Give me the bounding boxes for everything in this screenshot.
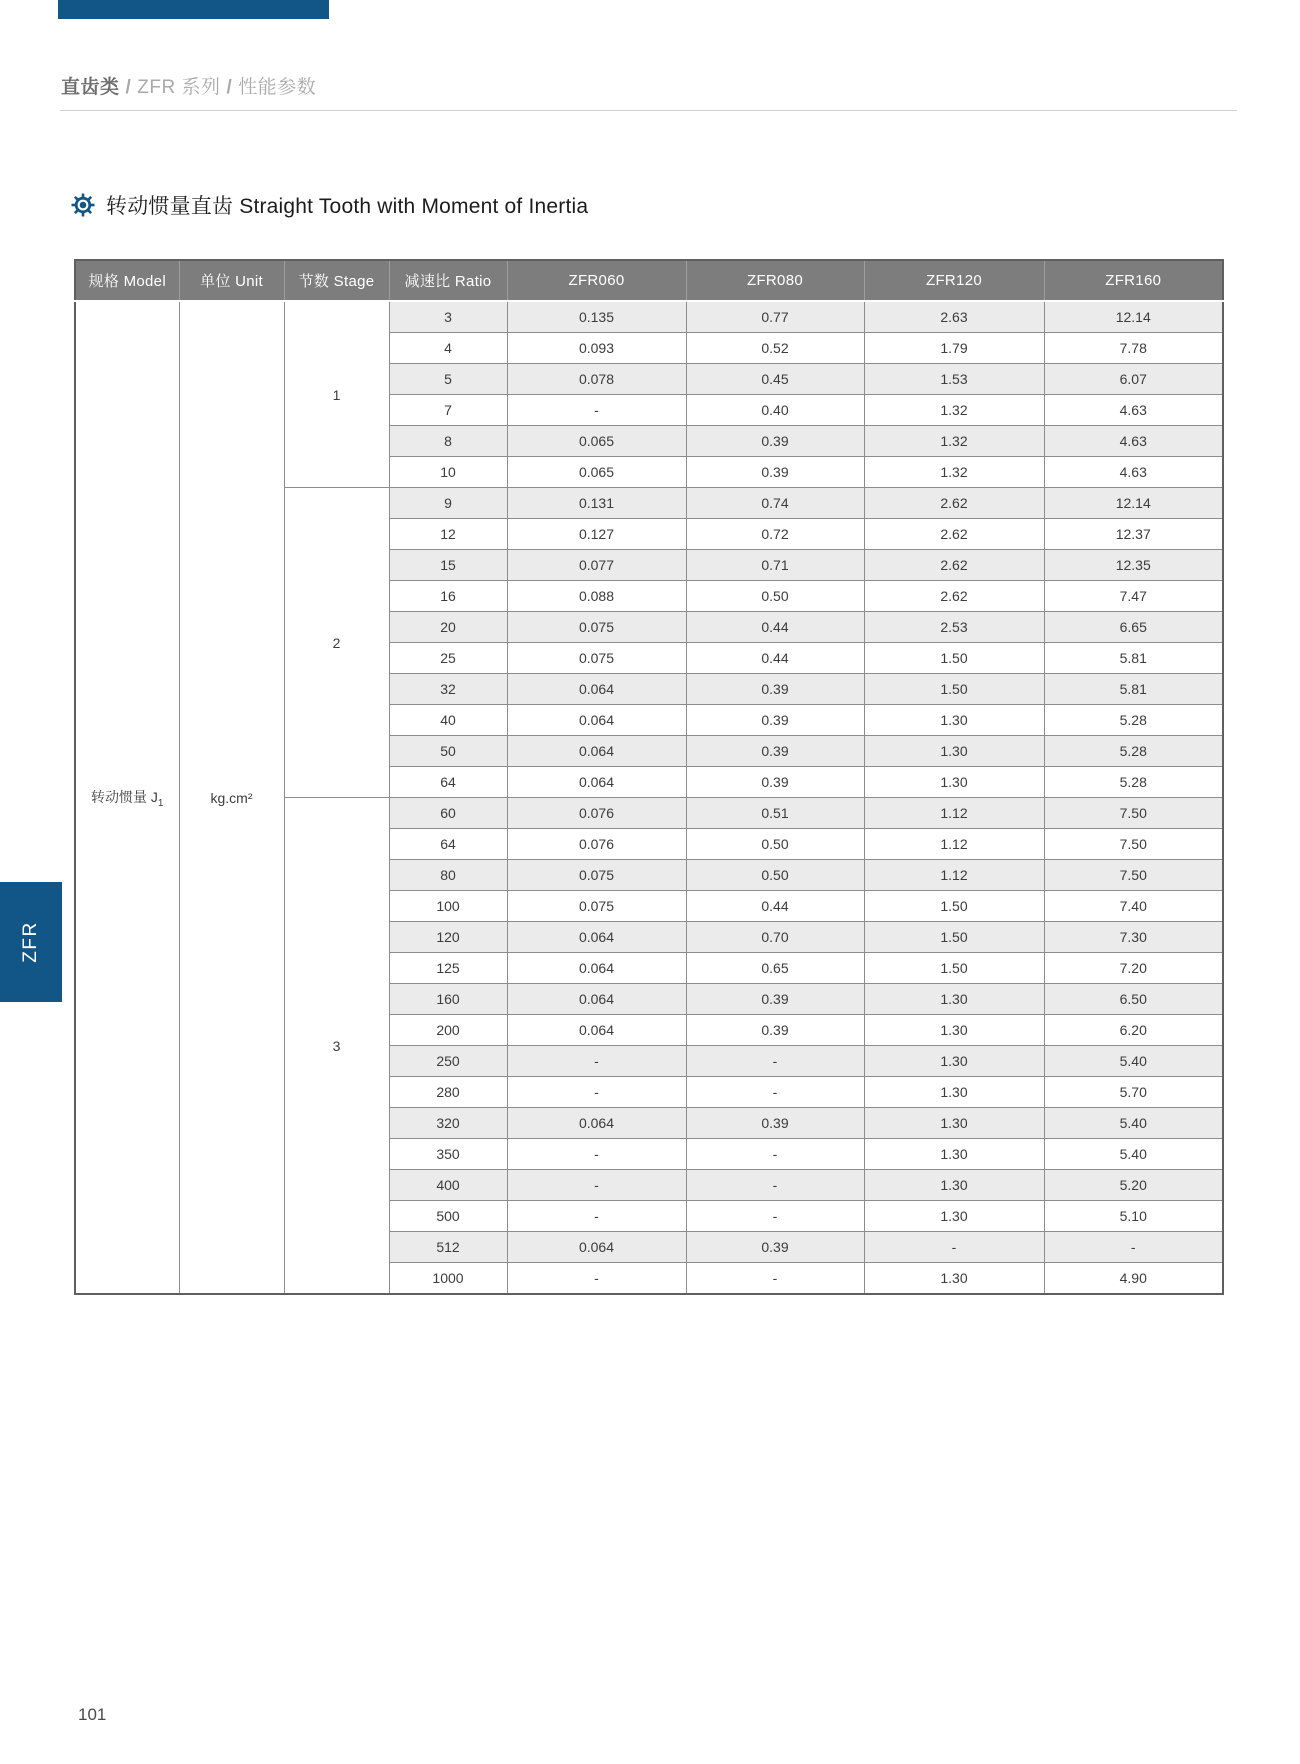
value-cell: 5.10 — [1044, 1201, 1223, 1232]
page-title: 转动惯量直齿 Straight Tooth with Moment of Inertia — [106, 195, 589, 218]
value-cell: 7.50 — [1044, 829, 1223, 860]
value-cell: 0.064 — [507, 674, 686, 705]
value-cell: 1.53 — [864, 364, 1044, 395]
ratio-cell: 15 — [389, 550, 507, 581]
ratio-cell: 280 — [389, 1077, 507, 1108]
ratio-cell: 200 — [389, 1015, 507, 1046]
value-cell: 0.45 — [686, 364, 864, 395]
value-cell: 2.63 — [864, 301, 1044, 333]
value-cell: 0.077 — [507, 550, 686, 581]
ratio-cell: 12 — [389, 519, 507, 550]
value-cell: 0.40 — [686, 395, 864, 426]
ratio-cell: 512 — [389, 1232, 507, 1263]
ratio-cell: 5 — [389, 364, 507, 395]
value-cell: 0.51 — [686, 798, 864, 829]
value-cell: 2.62 — [864, 550, 1044, 581]
value-cell: 0.50 — [686, 860, 864, 891]
page-number: 101 — [78, 1705, 107, 1724]
top-accent-bar — [58, 0, 329, 19]
value-cell: 1.30 — [864, 984, 1044, 1015]
value-cell: 0.093 — [507, 333, 686, 364]
value-cell: 5.40 — [1044, 1139, 1223, 1170]
column-header-8: ZFR160 — [1044, 260, 1223, 301]
stage-cell-2: 2 — [284, 488, 389, 798]
value-cell: - — [686, 1263, 864, 1295]
ratio-cell: 60 — [389, 798, 507, 829]
value-cell: 7.30 — [1044, 922, 1223, 953]
value-cell: 0.70 — [686, 922, 864, 953]
stage-cell-3: 3 — [284, 798, 389, 1295]
column-header-6: ZFR080 — [686, 260, 864, 301]
value-cell: 0.44 — [686, 612, 864, 643]
value-cell: 0.078 — [507, 364, 686, 395]
table-header-row — [75, 260, 1223, 301]
inertia-table — [74, 259, 1224, 1295]
value-cell: 1.30 — [864, 1077, 1044, 1108]
value-cell: 5.40 — [1044, 1046, 1223, 1077]
value-cell: 0.064 — [507, 984, 686, 1015]
ratio-cell: 250 — [389, 1046, 507, 1077]
ratio-cell: 3 — [389, 301, 507, 333]
ratio-cell: 500 — [389, 1201, 507, 1232]
ratio-cell: 100 — [389, 891, 507, 922]
ratio-cell: 40 — [389, 705, 507, 736]
column-header-5: ZFR060 — [507, 260, 686, 301]
value-cell: 0.39 — [686, 984, 864, 1015]
column-header-2: 单位 Unit — [179, 260, 284, 301]
value-cell: 0.075 — [507, 612, 686, 643]
value-cell: 1.30 — [864, 1170, 1044, 1201]
value-cell: 1.12 — [864, 860, 1044, 891]
value-cell: 6.07 — [1044, 364, 1223, 395]
value-cell: 0.075 — [507, 860, 686, 891]
value-cell: 0.064 — [507, 1015, 686, 1046]
value-cell: 0.064 — [507, 767, 686, 798]
value-cell: 0.71 — [686, 550, 864, 581]
value-cell: - — [507, 395, 686, 426]
breadcrumb — [61, 72, 316, 99]
value-cell: 5.81 — [1044, 643, 1223, 674]
value-cell: - — [507, 1139, 686, 1170]
value-cell: 1.30 — [864, 767, 1044, 798]
value-cell: 0.39 — [686, 457, 864, 488]
value-cell: 0.39 — [686, 736, 864, 767]
value-cell: 1.32 — [864, 426, 1044, 457]
ratio-cell: 350 — [389, 1139, 507, 1170]
value-cell: 1.50 — [864, 953, 1044, 984]
ratio-cell: 125 — [389, 953, 507, 984]
value-cell: 0.064 — [507, 922, 686, 953]
side-tab-label: ZFR — [20, 921, 41, 963]
ratio-cell: 8 — [389, 426, 507, 457]
value-cell: 1.30 — [864, 1046, 1044, 1077]
value-cell: - — [507, 1046, 686, 1077]
value-cell: 6.65 — [1044, 612, 1223, 643]
value-cell: 0.065 — [507, 457, 686, 488]
value-cell: 7.50 — [1044, 860, 1223, 891]
value-cell: 0.44 — [686, 643, 864, 674]
value-cell: 0.064 — [507, 736, 686, 767]
value-cell: - — [686, 1201, 864, 1232]
value-cell: 1.32 — [864, 395, 1044, 426]
value-cell: 0.39 — [686, 767, 864, 798]
value-cell: 0.065 — [507, 426, 686, 457]
value-cell: 0.77 — [686, 301, 864, 333]
model-cell: 转动惯量 $J_1$ — [75, 301, 179, 1294]
breadcrumb-separator: / — [226, 77, 233, 98]
value-cell: 0.39 — [686, 1015, 864, 1046]
value-cell: 0.50 — [686, 829, 864, 860]
value-cell: - — [686, 1170, 864, 1201]
value-cell: 0.39 — [686, 1108, 864, 1139]
value-cell: 6.20 — [1044, 1015, 1223, 1046]
value-cell: 1.30 — [864, 1139, 1044, 1170]
value-cell: 12.14 — [1044, 301, 1223, 333]
ratio-cell: 64 — [389, 767, 507, 798]
ratio-cell: 16 — [389, 581, 507, 612]
value-cell: 7.20 — [1044, 953, 1223, 984]
value-cell: 2.62 — [864, 519, 1044, 550]
ratio-cell: 4 — [389, 333, 507, 364]
value-cell: 1.30 — [864, 736, 1044, 767]
breadcrumb-separator: / — [125, 77, 132, 98]
value-cell: 5.20 — [1044, 1170, 1223, 1201]
value-cell: 4.63 — [1044, 426, 1223, 457]
table-row — [75, 301, 1223, 333]
value-cell: - — [686, 1139, 864, 1170]
ratio-cell: 50 — [389, 736, 507, 767]
value-cell: 0.064 — [507, 953, 686, 984]
value-cell: 0.39 — [686, 1232, 864, 1263]
value-cell: 5.81 — [1044, 674, 1223, 705]
value-cell: 7.78 — [1044, 333, 1223, 364]
value-cell: 2.53 — [864, 612, 1044, 643]
value-cell: 6.50 — [1044, 984, 1223, 1015]
breadcrumb-category: 直齿类 — [61, 77, 120, 98]
value-cell: 2.62 — [864, 488, 1044, 519]
value-cell: - — [507, 1263, 686, 1295]
value-cell: 0.39 — [686, 705, 864, 736]
value-cell: 0.131 — [507, 488, 686, 519]
value-cell: 0.74 — [686, 488, 864, 519]
value-cell: 1.50 — [864, 674, 1044, 705]
stage-cell-1: 1 — [284, 301, 389, 488]
value-cell: 1.30 — [864, 1015, 1044, 1046]
value-cell: 1.50 — [864, 643, 1044, 674]
value-cell: 0.39 — [686, 674, 864, 705]
value-cell: 12.37 — [1044, 519, 1223, 550]
value-cell: 1.30 — [864, 1263, 1044, 1295]
ratio-cell: 32 — [389, 674, 507, 705]
value-cell: 1.79 — [864, 333, 1044, 364]
ratio-cell: 64 — [389, 829, 507, 860]
ratio-cell: 10 — [389, 457, 507, 488]
column-header-4: 减速比 Ratio — [389, 260, 507, 301]
value-cell: 0.076 — [507, 798, 686, 829]
value-cell: 7.40 — [1044, 891, 1223, 922]
section-title — [71, 190, 588, 220]
ratio-cell: 1000 — [389, 1263, 507, 1295]
value-cell: 12.35 — [1044, 550, 1223, 581]
breadcrumb-section: 性能参数 — [238, 77, 317, 98]
value-cell: 1.50 — [864, 891, 1044, 922]
value-cell: 5.28 — [1044, 705, 1223, 736]
value-cell: 0.135 — [507, 301, 686, 333]
value-cell: - — [507, 1170, 686, 1201]
value-cell: 5.28 — [1044, 767, 1223, 798]
value-cell: 1.30 — [864, 1201, 1044, 1232]
value-cell: 0.075 — [507, 643, 686, 674]
value-cell: 4.63 — [1044, 395, 1223, 426]
value-cell: 1.32 — [864, 457, 1044, 488]
value-cell: 0.72 — [686, 519, 864, 550]
unit-cell: kg.cm² — [179, 301, 284, 1294]
value-cell: 0.127 — [507, 519, 686, 550]
value-cell: 0.064 — [507, 1232, 686, 1263]
value-cell: - — [507, 1201, 686, 1232]
value-cell: 0.075 — [507, 891, 686, 922]
value-cell: 1.30 — [864, 1108, 1044, 1139]
value-cell: - — [686, 1077, 864, 1108]
ratio-cell: 400 — [389, 1170, 507, 1201]
value-cell: - — [507, 1077, 686, 1108]
value-cell: 4.90 — [1044, 1263, 1223, 1295]
side-tab-zfr — [0, 882, 62, 1002]
value-cell: 0.064 — [507, 1108, 686, 1139]
value-cell: 4.63 — [1044, 457, 1223, 488]
value-cell: 0.064 — [507, 705, 686, 736]
value-cell: 0.39 — [686, 426, 864, 457]
value-cell: - — [1044, 1232, 1223, 1263]
value-cell: 0.076 — [507, 829, 686, 860]
value-cell: 2.62 — [864, 581, 1044, 612]
breadcrumb-series: ZFR 系列 — [137, 77, 221, 98]
value-cell: 0.44 — [686, 891, 864, 922]
ratio-cell: 160 — [389, 984, 507, 1015]
value-cell: 0.50 — [686, 581, 864, 612]
value-cell: 0.088 — [507, 581, 686, 612]
column-header-7: ZFR120 — [864, 260, 1044, 301]
value-cell: 0.52 — [686, 333, 864, 364]
ratio-cell: 7 — [389, 395, 507, 426]
value-cell: 1.50 — [864, 922, 1044, 953]
value-cell: 7.47 — [1044, 581, 1223, 612]
ratio-cell: 9 — [389, 488, 507, 519]
value-cell: 7.50 — [1044, 798, 1223, 829]
value-cell: 0.65 — [686, 953, 864, 984]
gear-icon — [71, 193, 95, 217]
ratio-cell: 320 — [389, 1108, 507, 1139]
value-cell: 5.40 — [1044, 1108, 1223, 1139]
column-header-1: 规格 Model — [75, 260, 179, 301]
value-cell: 5.28 — [1044, 736, 1223, 767]
value-cell: 12.14 — [1044, 488, 1223, 519]
value-cell: - — [686, 1046, 864, 1077]
column-header-3: 节数 Stage — [284, 260, 389, 301]
ratio-cell: 20 — [389, 612, 507, 643]
value-cell: 1.12 — [864, 829, 1044, 860]
value-cell: 1.30 — [864, 705, 1044, 736]
ratio-cell: 80 — [389, 860, 507, 891]
value-cell: 1.12 — [864, 798, 1044, 829]
ratio-cell: 25 — [389, 643, 507, 674]
value-cell: 5.70 — [1044, 1077, 1223, 1108]
divider-line — [60, 110, 1237, 111]
ratio-cell: 120 — [389, 922, 507, 953]
value-cell: - — [864, 1232, 1044, 1263]
